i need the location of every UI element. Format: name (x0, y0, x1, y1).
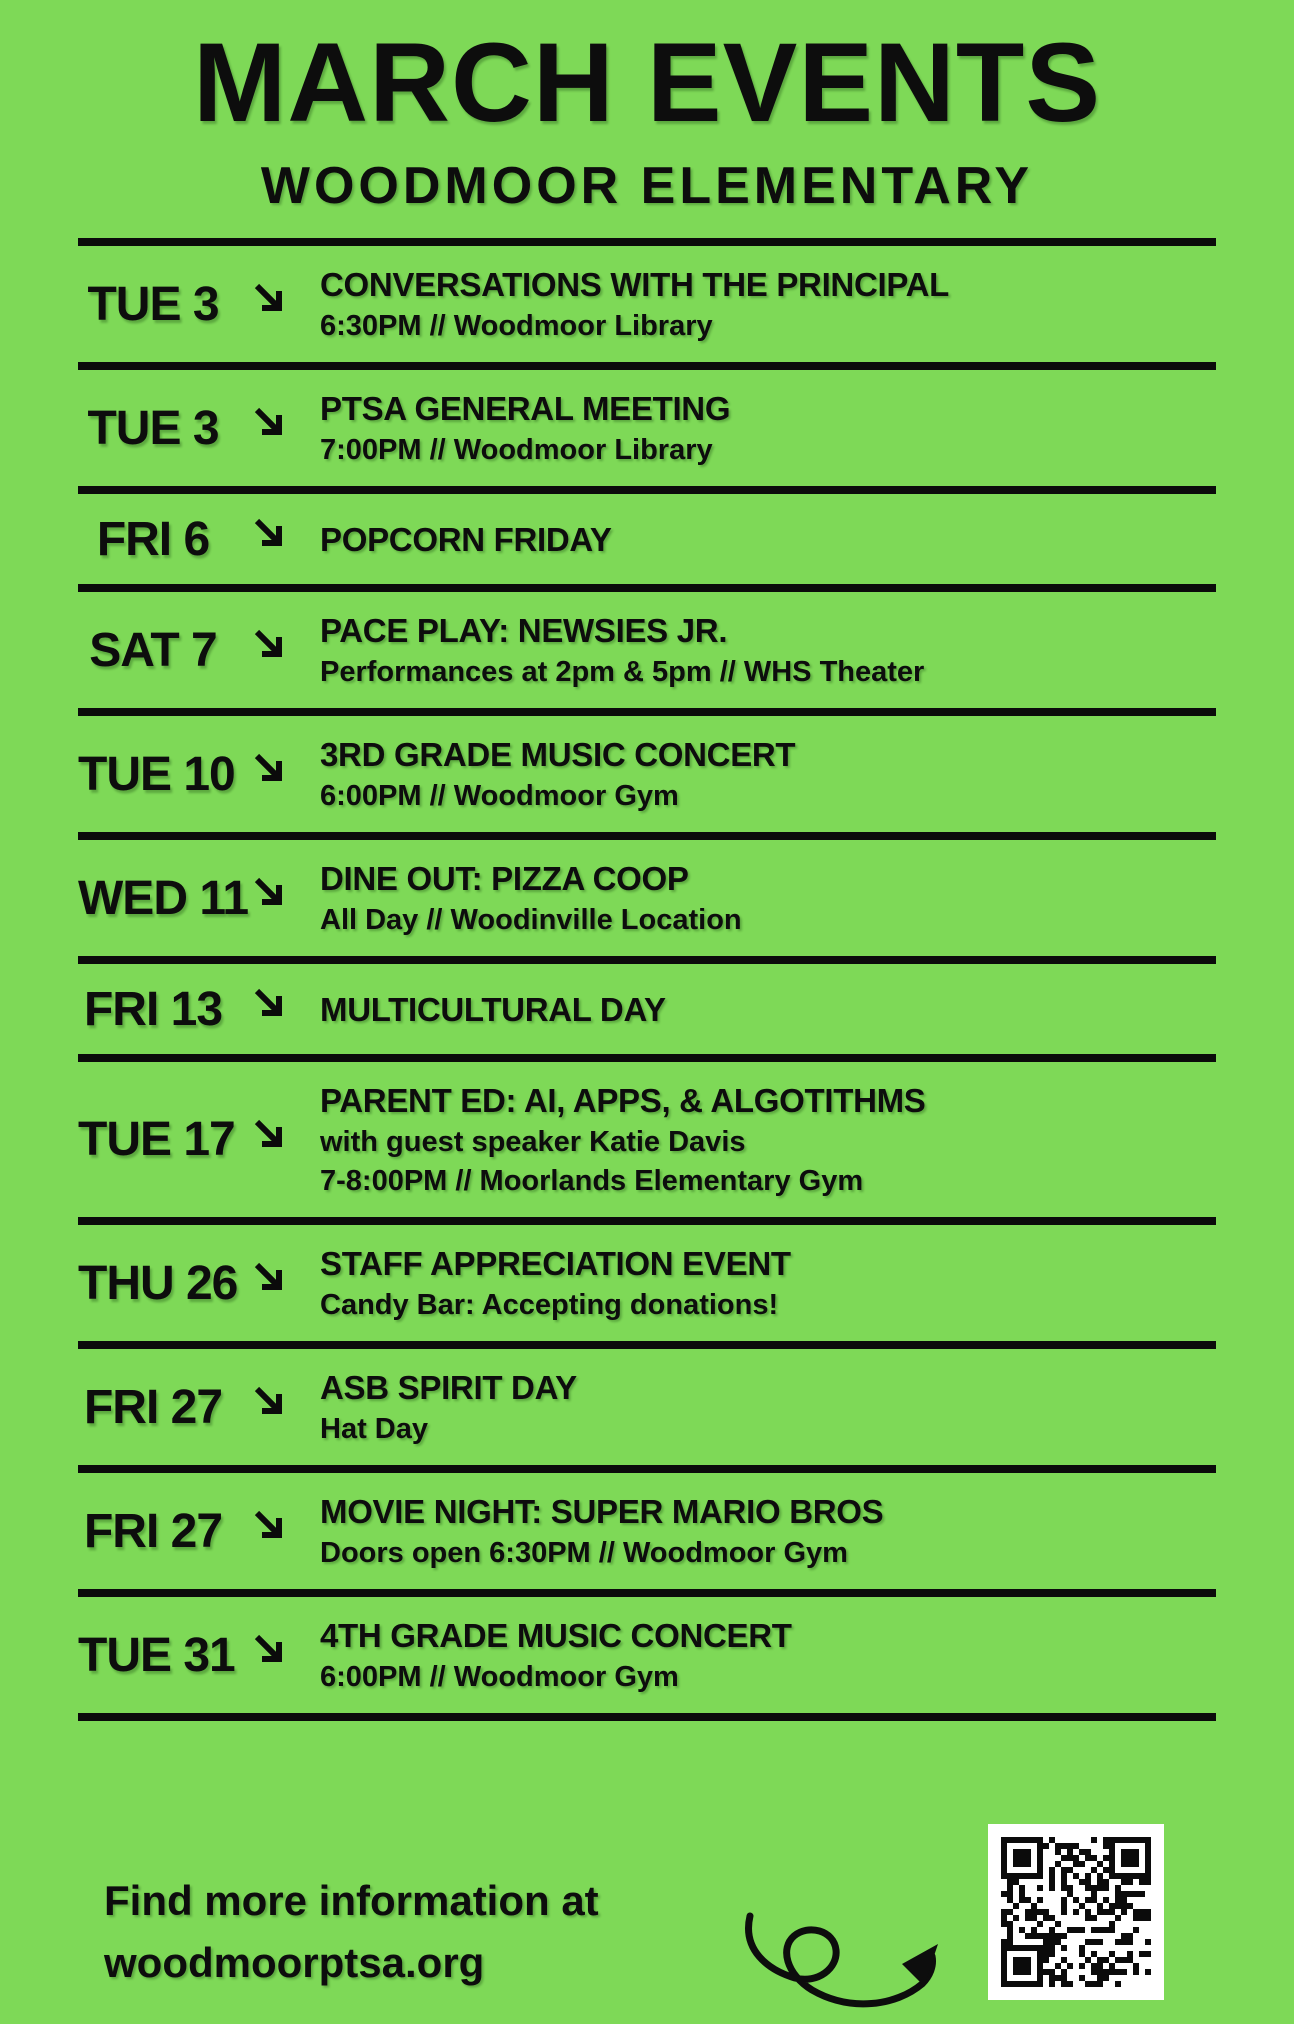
event-title: STAFF APPRECIATION EVENT (320, 1245, 791, 1282)
event-date: FRI 27 (83, 1504, 223, 1558)
arrow-down-right-icon (250, 403, 320, 441)
event-detail: Doors open 6:30PM // Woodmoor Gym (320, 1537, 848, 1569)
qr-code (988, 1824, 1164, 2000)
event-row (78, 708, 1216, 832)
event-date: TUE 3 (87, 401, 219, 455)
event-date: FRI 6 (96, 512, 210, 566)
page-subtitle: WOODMOOR ELEMENTARY (260, 157, 1034, 215)
arrow-down-right-icon (250, 625, 320, 663)
event-row (78, 362, 1216, 486)
event-title: 4TH GRADE MUSIC CONCERT (320, 1617, 792, 1654)
event-row (78, 1217, 1216, 1341)
march-events-poster (0, 20, 1294, 2024)
event-info (320, 1078, 1216, 1201)
event-info (320, 262, 1216, 346)
event-date: SAT 7 (89, 623, 217, 677)
event-info (320, 1241, 1216, 1325)
event-info (320, 987, 1216, 1032)
event-row (78, 1341, 1216, 1465)
event-info (320, 1613, 1216, 1697)
event-title: MOVIE NIGHT: SUPER MARIO BROS (320, 1493, 884, 1530)
event-title: POPCORN FRIDAY (320, 520, 612, 558)
arrow-down-right-icon (250, 749, 320, 787)
event-title: ASB SPIRIT DAY (320, 1369, 577, 1406)
event-info (320, 1365, 1216, 1449)
event-info (320, 732, 1216, 816)
event-date: WED 11 (78, 871, 249, 925)
event-date: FRI 13 (83, 982, 223, 1036)
arrow-down-right-icon (250, 1382, 320, 1420)
event-row (78, 238, 1216, 362)
event-row (78, 1465, 1216, 1589)
event-detail: 6:00PM // Woodmoor Gym (320, 1661, 679, 1693)
event-title: PACE PLAY: NEWSIES JR. (320, 612, 728, 649)
arrow-down-right-icon (250, 1506, 320, 1544)
footer-info-line1: Find more information at (104, 1877, 599, 1924)
footer-info (104, 1870, 599, 1994)
event-title: MULTICULTURAL DAY (320, 990, 666, 1028)
page-title: MARCH EVENTS (192, 20, 1102, 145)
event-date: FRI 27 (83, 1380, 223, 1434)
event-detail: with guest speaker Katie Davis (320, 1126, 746, 1158)
event-info (320, 856, 1216, 940)
event-detail: 6:30PM // Woodmoor Library (320, 310, 713, 342)
event-detail: 6:00PM // Woodmoor Gym (320, 780, 679, 812)
events-list (78, 238, 1216, 1721)
event-title: DINE OUT: PIZZA COOP (320, 860, 689, 897)
event-info (320, 386, 1216, 470)
event-detail: All Day // Woodinville Location (320, 904, 742, 936)
event-detail: Hat Day (320, 1413, 428, 1445)
event-date: THU 26 (78, 1256, 238, 1310)
event-title: PARENT ED: AI, APPS, & ALGOTITHMS (320, 1082, 926, 1119)
event-date: TUE 17 (78, 1113, 235, 1166)
event-row (78, 584, 1216, 708)
event-title: PTSA GENERAL MEETING (320, 390, 731, 427)
event-info (320, 608, 1216, 692)
event-detail: Performances at 2pm & 5pm // WHS Theater (320, 656, 925, 688)
event-info (320, 517, 1216, 562)
event-detail: 7-8:00PM // Moorlands Elementary Gym (320, 1165, 864, 1197)
event-detail: Candy Bar: Accepting donations! (320, 1289, 779, 1321)
event-row (78, 1054, 1216, 1217)
footer-url: woodmoorptsa.org (104, 1939, 485, 1986)
event-date: TUE 10 (78, 747, 235, 801)
event-info (320, 1489, 1216, 1573)
event-row (78, 832, 1216, 956)
arrow-down-right-icon (250, 514, 320, 552)
arrow-down-right-icon (250, 984, 320, 1022)
event-row (78, 486, 1216, 584)
event-row (78, 956, 1216, 1054)
event-date: TUE 3 (87, 277, 219, 331)
event-date: TUE 31 (78, 1628, 235, 1682)
event-title: CONVERSATIONS WITH THE PRINCIPAL (320, 266, 950, 303)
event-title: 3RD GRADE MUSIC CONCERT (320, 736, 796, 773)
arrow-down-right-icon (250, 1258, 320, 1296)
arrow-down-right-icon (250, 1115, 320, 1153)
event-row (78, 1589, 1216, 1721)
event-detail: 7:00PM // Woodmoor Library (320, 434, 713, 466)
arrow-down-right-icon (250, 873, 320, 911)
arrow-down-right-icon (250, 279, 320, 317)
arrow-down-right-icon (250, 1630, 320, 1668)
